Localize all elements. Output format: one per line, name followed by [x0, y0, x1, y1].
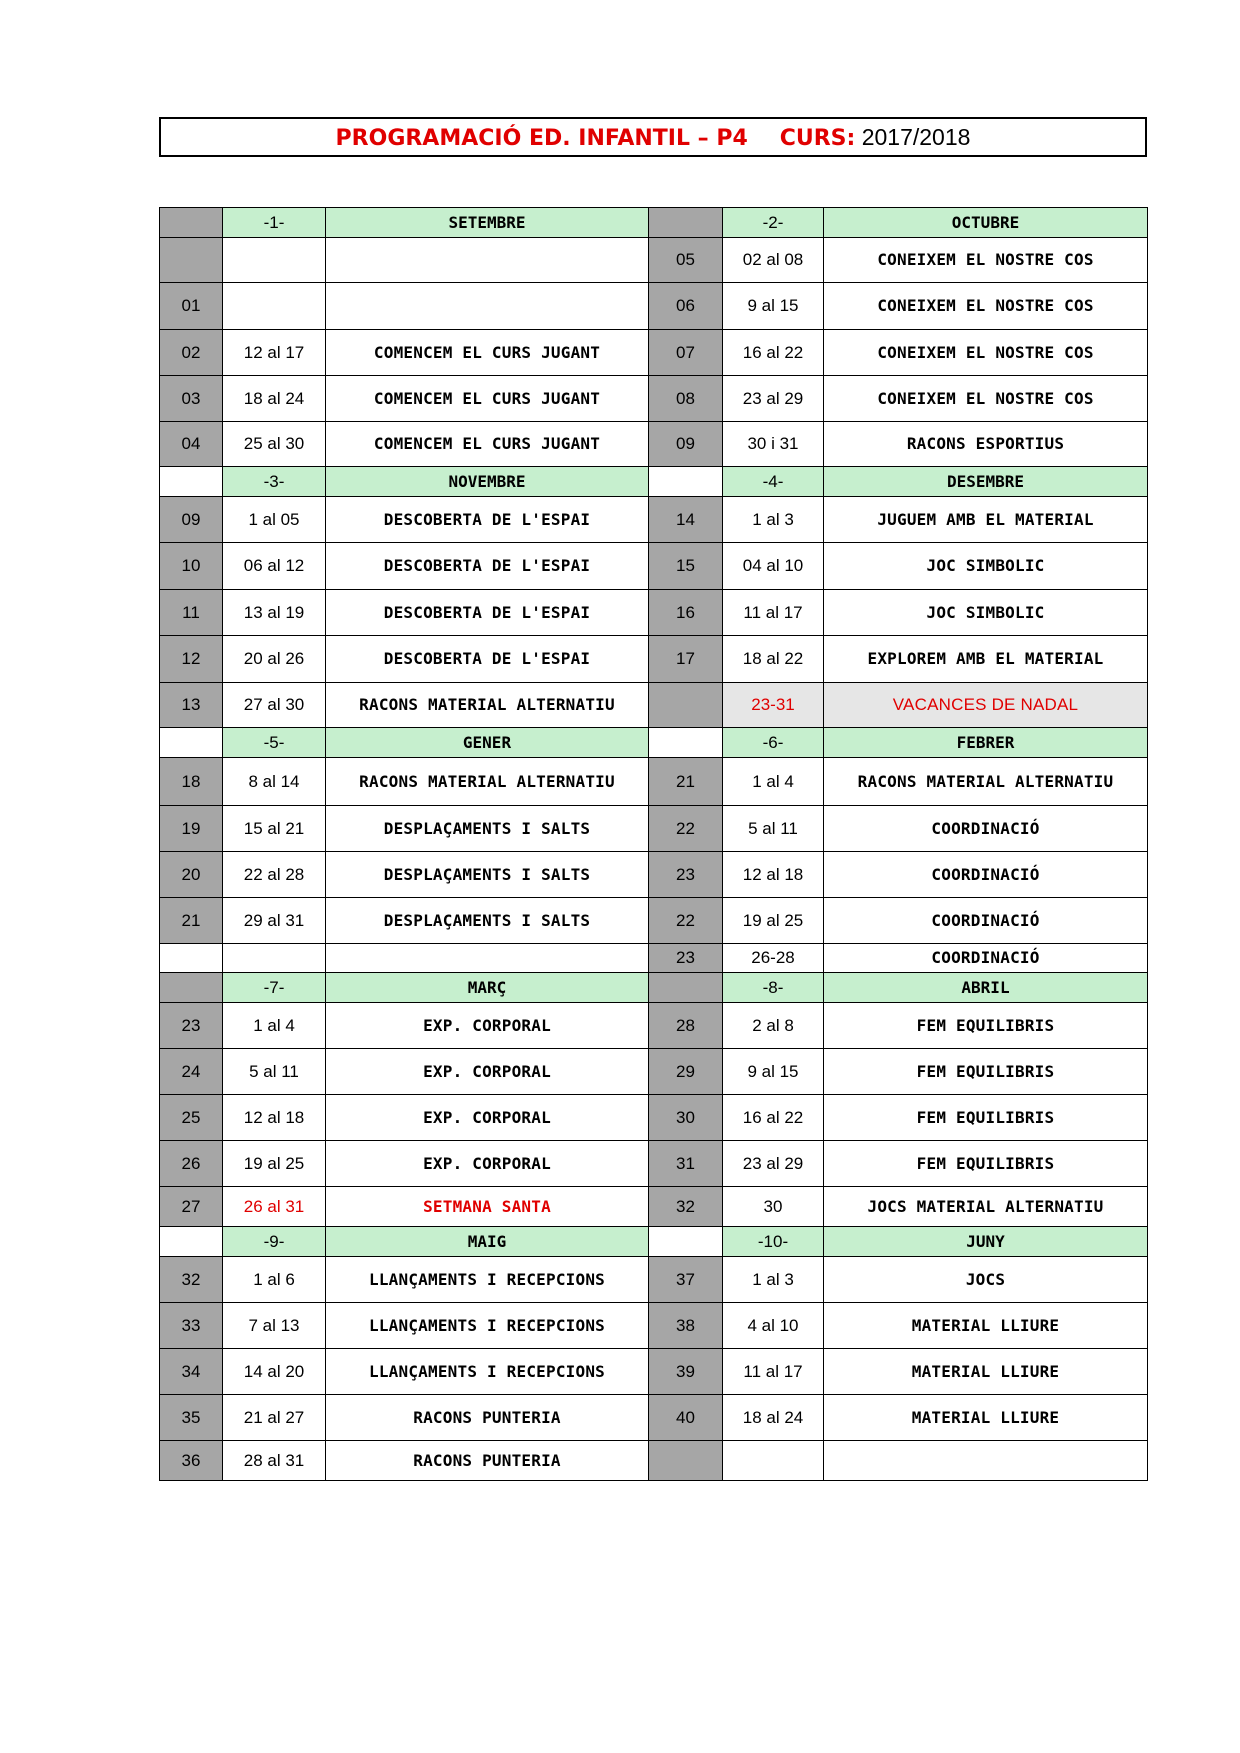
- week-number: 27: [160, 1187, 223, 1227]
- date-range: 4 al 10: [723, 1303, 824, 1349]
- activity: EXP. CORPORAL: [326, 1141, 649, 1187]
- activity: LLANÇAMENTS I RECEPCIONS: [326, 1349, 649, 1395]
- table-row: [160, 1187, 1148, 1227]
- date-range: 16 al 22: [723, 1095, 824, 1141]
- date-range: 18 al 24: [223, 376, 326, 422]
- date-range: 02 al 08: [723, 238, 824, 283]
- table-row: [160, 376, 1148, 422]
- table-row: [160, 1303, 1148, 1349]
- week-number: 18: [160, 758, 223, 806]
- table-row: [160, 852, 1148, 898]
- week-number: [160, 238, 223, 283]
- date-range: 12 al 18: [723, 852, 824, 898]
- date-range: 18 al 22: [723, 636, 824, 683]
- week-number: [649, 683, 723, 728]
- activity: RACONS PUNTERIA: [326, 1441, 649, 1481]
- week-number: 35: [160, 1395, 223, 1441]
- activity: CONEIXEM EL NOSTRE COS: [824, 376, 1148, 422]
- month-number: -8-: [723, 973, 824, 1003]
- program-title: PROGRAMACIÓ ED. INFANTIL – P4: [335, 126, 748, 151]
- date-range: 30 i 31: [723, 422, 824, 467]
- date-range: 1 al 6: [223, 1257, 326, 1303]
- week-number: 07: [649, 330, 723, 376]
- month-name: FEBRER: [824, 728, 1148, 758]
- table-row: [160, 636, 1148, 683]
- activity: COMENCEM EL CURS JUGANT: [326, 330, 649, 376]
- week-number: 06: [649, 283, 723, 330]
- date-range: 14 al 20: [223, 1349, 326, 1395]
- date-range: 12 al 18: [223, 1095, 326, 1141]
- month-number: -3-: [223, 467, 326, 497]
- week-number: 32: [649, 1187, 723, 1227]
- week-number: 26: [160, 1141, 223, 1187]
- month-number: -6-: [723, 728, 824, 758]
- week-number: 21: [649, 758, 723, 806]
- activity: EXP. CORPORAL: [326, 1095, 649, 1141]
- activity: MATERIAL LLIURE: [824, 1349, 1148, 1395]
- week-number: 05: [649, 238, 723, 283]
- activity: RACONS ESPORTIUS: [824, 422, 1148, 467]
- table-row: [160, 1141, 1148, 1187]
- activity: MATERIAL LLIURE: [824, 1303, 1148, 1349]
- week-number: 31: [649, 1141, 723, 1187]
- activity: JUGUEM AMB EL MATERIAL: [824, 497, 1148, 543]
- activity: CONEIXEM EL NOSTRE COS: [824, 238, 1148, 283]
- date-range: 15 al 21: [223, 806, 326, 852]
- activity: JOC SIMBOLIC: [824, 543, 1148, 590]
- date-range: 1 al 3: [723, 497, 824, 543]
- week-header-cell: [160, 973, 223, 1003]
- activity: DESCOBERTA DE L'ESPAI: [326, 636, 649, 683]
- week-number: 23: [649, 944, 723, 973]
- table-row: [160, 1441, 1148, 1481]
- week-number: 14: [649, 497, 723, 543]
- week-number: [160, 944, 223, 973]
- date-range: 5 al 11: [223, 1049, 326, 1095]
- date-range: 1 al 4: [223, 1003, 326, 1049]
- week-number: 23: [160, 1003, 223, 1049]
- week-header-cell: [160, 728, 223, 758]
- month-number: -7-: [223, 973, 326, 1003]
- month-name: GENER: [326, 728, 649, 758]
- date-range: 1 al 05: [223, 497, 326, 543]
- month-number: -9-: [223, 1227, 326, 1257]
- week-number: 16: [649, 590, 723, 636]
- week-number: 17: [649, 636, 723, 683]
- date-range: 9 al 15: [723, 1049, 824, 1095]
- date-range: [223, 238, 326, 283]
- week-number: 32: [160, 1257, 223, 1303]
- table-row: [160, 422, 1148, 467]
- month-header-row: [160, 728, 1148, 758]
- week-number: 39: [649, 1349, 723, 1395]
- date-range: 23-31: [723, 683, 824, 728]
- activity: EXPLOREM AMB EL MATERIAL: [824, 636, 1148, 683]
- month-number: -2-: [723, 208, 824, 238]
- month-header-row: [160, 208, 1148, 238]
- schedule-table: [159, 207, 1148, 1481]
- date-range: 25 al 30: [223, 422, 326, 467]
- month-header-row: [160, 973, 1148, 1003]
- week-header-cell: [649, 467, 723, 497]
- activity: VACANCES DE NADAL: [824, 683, 1148, 728]
- activity: DESCOBERTA DE L'ESPAI: [326, 543, 649, 590]
- page-title: [159, 117, 1147, 157]
- activity: COORDINACIÓ: [824, 898, 1148, 944]
- table-row: [160, 806, 1148, 852]
- activity: RACONS MATERIAL ALTERNATIU: [824, 758, 1148, 806]
- month-name: SETEMBRE: [326, 208, 649, 238]
- date-range: 27 al 30: [223, 683, 326, 728]
- date-range: 5 al 11: [723, 806, 824, 852]
- table-row: [160, 944, 1148, 973]
- activity: LLANÇAMENTS I RECEPCIONS: [326, 1303, 649, 1349]
- month-header-row: [160, 467, 1148, 497]
- date-range: [223, 283, 326, 330]
- table-row: [160, 238, 1148, 283]
- date-range: 1 al 4: [723, 758, 824, 806]
- activity: COORDINACIÓ: [824, 852, 1148, 898]
- week-number: 23: [649, 852, 723, 898]
- date-range: 20 al 26: [223, 636, 326, 683]
- week-number: 11: [160, 590, 223, 636]
- date-range: 9 al 15: [723, 283, 824, 330]
- week-number: 28: [649, 1003, 723, 1049]
- week-number: 22: [649, 898, 723, 944]
- date-range: 2 al 8: [723, 1003, 824, 1049]
- activity: CONEIXEM EL NOSTRE COS: [824, 283, 1148, 330]
- activity: FEM EQUILIBRIS: [824, 1049, 1148, 1095]
- activity: EXP. CORPORAL: [326, 1049, 649, 1095]
- table-row: [160, 758, 1148, 806]
- week-number: 12: [160, 636, 223, 683]
- activity: RACONS MATERIAL ALTERNATIU: [326, 758, 649, 806]
- week-header-cell: [649, 973, 723, 1003]
- week-number: 04: [160, 422, 223, 467]
- week-header-cell: [160, 1227, 223, 1257]
- activity: COMENCEM EL CURS JUGANT: [326, 376, 649, 422]
- date-range: 1 al 3: [723, 1257, 824, 1303]
- week-number: 09: [160, 497, 223, 543]
- month-name: NOVEMBRE: [326, 467, 649, 497]
- activity: RACONS PUNTERIA: [326, 1395, 649, 1441]
- activity: CONEIXEM EL NOSTRE COS: [824, 330, 1148, 376]
- activity: RACONS MATERIAL ALTERNATIU: [326, 683, 649, 728]
- activity: DESPLAÇAMENTS I SALTS: [326, 898, 649, 944]
- month-number: -10-: [723, 1227, 824, 1257]
- month-number: -1-: [223, 208, 326, 238]
- table-row: [160, 330, 1148, 376]
- date-range: 11 al 17: [723, 1349, 824, 1395]
- date-range: 11 al 17: [723, 590, 824, 636]
- week-number: 22: [649, 806, 723, 852]
- month-name: MARÇ: [326, 973, 649, 1003]
- date-range: 23 al 29: [723, 1141, 824, 1187]
- month-number: -4-: [723, 467, 824, 497]
- activity: DESCOBERTA DE L'ESPAI: [326, 497, 649, 543]
- week-number: 08: [649, 376, 723, 422]
- activity: DESPLAÇAMENTS I SALTS: [326, 852, 649, 898]
- table-row: [160, 1257, 1148, 1303]
- week-number: 10: [160, 543, 223, 590]
- date-range: 30: [723, 1187, 824, 1227]
- date-range: 04 al 10: [723, 543, 824, 590]
- month-name: MAIG: [326, 1227, 649, 1257]
- week-number: 19: [160, 806, 223, 852]
- table-row: [160, 683, 1148, 728]
- activity: JOC SIMBOLIC: [824, 590, 1148, 636]
- week-number: 01: [160, 283, 223, 330]
- activity: SETMANA SANTA: [326, 1187, 649, 1227]
- activity: COMENCEM EL CURS JUGANT: [326, 422, 649, 467]
- week-number: 24: [160, 1049, 223, 1095]
- table-row: [160, 543, 1148, 590]
- activity: COORDINACIÓ: [824, 806, 1148, 852]
- week-number: 02: [160, 330, 223, 376]
- activity: COORDINACIÓ: [824, 944, 1148, 973]
- activity: [824, 1441, 1148, 1481]
- week-number: 09: [649, 422, 723, 467]
- week-number: 37: [649, 1257, 723, 1303]
- date-range: 7 al 13: [223, 1303, 326, 1349]
- date-range: 29 al 31: [223, 898, 326, 944]
- date-range: [723, 1441, 824, 1481]
- week-header-cell: [160, 208, 223, 238]
- activity: JOCS: [824, 1257, 1148, 1303]
- course-label: CURS:: [779, 126, 856, 151]
- week-number: 40: [649, 1395, 723, 1441]
- date-range: 21 al 27: [223, 1395, 326, 1441]
- activity: FEM EQUILIBRIS: [824, 1003, 1148, 1049]
- week-number: 21: [160, 898, 223, 944]
- week-number: 13: [160, 683, 223, 728]
- date-range: 8 al 14: [223, 758, 326, 806]
- date-range: 13 al 19: [223, 590, 326, 636]
- week-header-cell: [649, 1227, 723, 1257]
- activity: LLANÇAMENTS I RECEPCIONS: [326, 1257, 649, 1303]
- date-range: 16 al 22: [723, 330, 824, 376]
- table-row: [160, 590, 1148, 636]
- week-number: 03: [160, 376, 223, 422]
- activity: FEM EQUILIBRIS: [824, 1141, 1148, 1187]
- table-row: [160, 283, 1148, 330]
- month-name: OCTUBRE: [824, 208, 1148, 238]
- activity: DESCOBERTA DE L'ESPAI: [326, 590, 649, 636]
- week-header-cell: [649, 208, 723, 238]
- month-name: JUNY: [824, 1227, 1148, 1257]
- activity: MATERIAL LLIURE: [824, 1395, 1148, 1441]
- week-number: 25: [160, 1095, 223, 1141]
- date-range: 26 al 31: [223, 1187, 326, 1227]
- month-header-row: [160, 1227, 1148, 1257]
- week-number: 38: [649, 1303, 723, 1349]
- week-number: 15: [649, 543, 723, 590]
- table-row: [160, 1095, 1148, 1141]
- week-number: 30: [649, 1095, 723, 1141]
- week-number: 33: [160, 1303, 223, 1349]
- activity: [326, 238, 649, 283]
- date-range: 26-28: [723, 944, 824, 973]
- activity: JOCS MATERIAL ALTERNATIU: [824, 1187, 1148, 1227]
- activity: [326, 944, 649, 973]
- date-range: 28 al 31: [223, 1441, 326, 1481]
- activity: [326, 283, 649, 330]
- table-row: [160, 1003, 1148, 1049]
- table-row: [160, 1349, 1148, 1395]
- date-range: 12 al 17: [223, 330, 326, 376]
- week-header-cell: [160, 467, 223, 497]
- week-number: [649, 1441, 723, 1481]
- date-range: 06 al 12: [223, 543, 326, 590]
- table-row: [160, 497, 1148, 543]
- week-number: 36: [160, 1441, 223, 1481]
- month-name: DESEMBRE: [824, 467, 1148, 497]
- table-row: [160, 898, 1148, 944]
- month-name: ABRIL: [824, 973, 1148, 1003]
- activity: DESPLAÇAMENTS I SALTS: [326, 806, 649, 852]
- month-number: -5-: [223, 728, 326, 758]
- week-number: 29: [649, 1049, 723, 1095]
- week-number: 20: [160, 852, 223, 898]
- activity: FEM EQUILIBRIS: [824, 1095, 1148, 1141]
- table-row: [160, 1395, 1148, 1441]
- date-range: 19 al 25: [723, 898, 824, 944]
- table-row: [160, 1049, 1148, 1095]
- course-year: 2017/2018: [861, 124, 971, 150]
- date-range: 18 al 24: [723, 1395, 824, 1441]
- date-range: [223, 944, 326, 973]
- date-range: 19 al 25: [223, 1141, 326, 1187]
- week-header-cell: [649, 728, 723, 758]
- activity: EXP. CORPORAL: [326, 1003, 649, 1049]
- date-range: 23 al 29: [723, 376, 824, 422]
- week-number: 34: [160, 1349, 223, 1395]
- date-range: 22 al 28: [223, 852, 326, 898]
